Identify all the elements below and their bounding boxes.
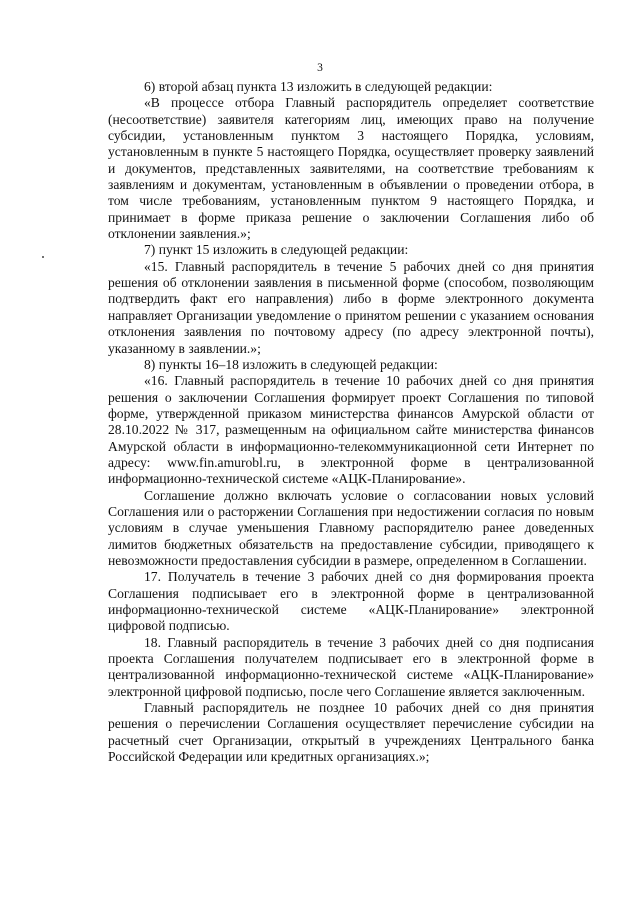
paragraph-item-8: 8) пункты 16–18 изложить в следующей редакции: xyxy=(144,356,438,372)
paragraph-item-7: 7) пункт 15 изложить в следующей редакции: xyxy=(144,242,409,258)
page-number: 3 xyxy=(317,62,323,74)
paragraph-point-16-text: «16. Главный распорядитель в течение 10 рабочих дней со дня принятия решения о заключении Соглашения формирует проект Соглашения по типовой форме, утвержденной приказом министерства финансов Амурской области от 28.10.2022 № 317, размещенным на официальном сайте министерства финансов Амурской области в информационно-телекоммуникационной сети Интернет по адресу: www.fin.amurobl.ru, в электронной форме в централизованной информационно-технической системе «АЦК-Планирование». xyxy=(108,373,594,487)
document-body xyxy=(108,79,594,765)
paragraph-point-18-text: 18. Главный распорядитель в течение 3 рабочих дней со дня подписания проекта Соглашения получателем подписывает его в электронной форме в централизованной информационно-технической системе «АЦК-Планирование» электронной цифровой подписью, после чего Соглашение является заключенным. xyxy=(108,634,594,699)
paragraph-agreement-conditions: Соглашение должно включать условие о согласовании новых условий Соглашения или о расторжении Соглашения при недостижении согласия по новым условиям в случае уменьшения Главному распорядителю ранее доведенных лимитов бюджетных обязательств на предоставление субсидии, приводящего к невозможности предоставления субсидии в размере, определенном в Соглашении. xyxy=(108,487,594,568)
paragraph-point-15-text: «15. Главный распорядитель в течение 5 рабочих дней со дня принятия решения об отклонении заявления в письменной форме (способом, позволяющим подтвердить факт его направления) либо в форме электронного документа направляет Организации уведомление о принятом решении с указанием основания отклонения заявления по почтовому адресу (по адресу электронной почты), указанному в заявлении.»; xyxy=(108,258,594,356)
paragraph-point-17-text: 17. Получатель в течение 3 рабочих дней со дня формирования проекта Соглашения подписывает его в электронной форме в централизованной информационно-технической системе «АЦК-Планирование» электронной цифровой подписью. xyxy=(108,569,594,634)
paragraph-subsidy-transfer: Главный распорядитель не позднее 10 рабочих дней со дня принятия решения о перечислении Соглашения осуществляет перечисление субсидии на расчетный счет Организации, открытый в учреждениях Центрального банка Российской Федерации или кредитных организациях.»; xyxy=(108,700,594,765)
paragraph-item-6: 6) второй абзац пункта 13 изложить в следующей редакции: xyxy=(144,79,493,94)
scan-speck xyxy=(42,256,44,258)
paragraph-point-13-text: «В процессе отбора Главный распорядитель определяет соответствие (несоответствие) заявителя категориям лиц, имеющих право на получение субсидии, установленным пунктом 3 настоящего Порядка, условиям, установленным в пункте 5 настоящего Порядка, осуществляет проверку заявлений и документов, представленных заявителями, на соответствие требованиям к заявлениям и документам, установленным в объявлении о проведении отбора, в том числе требованиям, установленным пунктом 9 настоящего Порядка, и принимает в форме приказа решение о заключении Соглашения либо об отклонении заявления.»; xyxy=(108,95,594,242)
